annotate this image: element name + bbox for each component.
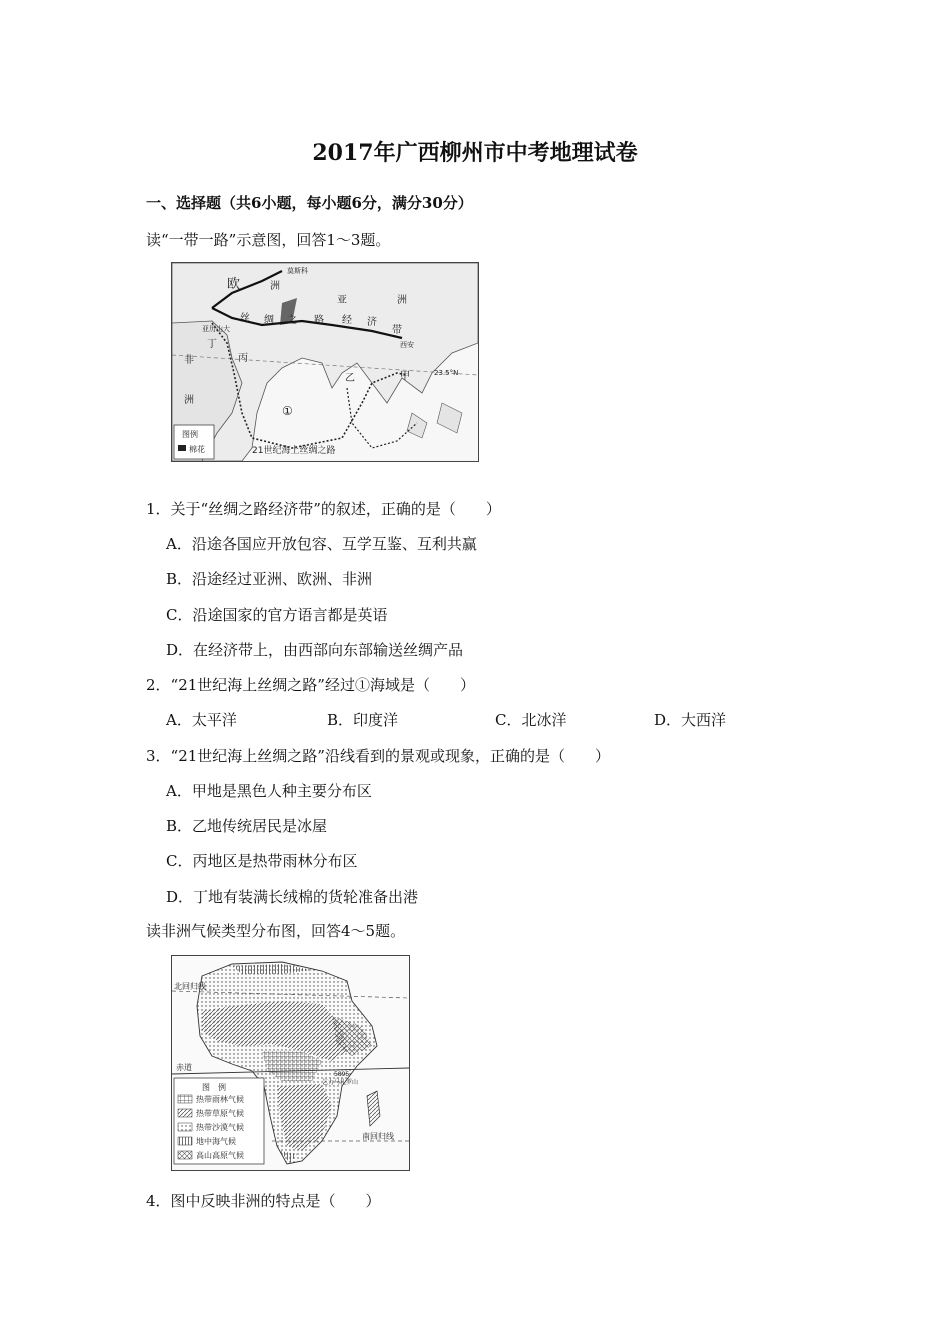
q3-option-a[interactable]: A．甲地是黑色人种主要分布区 [166, 782, 372, 800]
belt-road-map [171, 262, 479, 462]
q1-option-c[interactable]: C．沿途国家的官方语言都是英语 [166, 606, 388, 624]
label-bing: 丙 [238, 353, 248, 364]
label-europe: 欧 [227, 277, 241, 292]
q2-option-a[interactable]: A．太平洋 [166, 711, 237, 729]
q4-stem: 4．图中反映非洲的特点是（ ） [146, 1192, 381, 1210]
legend2-desert: 热带沙漠气候 [196, 1123, 244, 1132]
label-silk-4: 路 [314, 315, 324, 326]
label-silk-2: 绸 [264, 315, 274, 326]
label-port: 亚历山大 [202, 325, 230, 333]
legend2-mediterranean: 地中海气候 [196, 1137, 236, 1146]
label-silk-7: 带 [392, 325, 402, 336]
africa-climate-map [171, 955, 410, 1171]
page-title: 2017年广西柳州市中考地理试卷 [312, 140, 638, 166]
q3-option-d[interactable]: D．丁地有装满长绒棉的货轮准备出港 [166, 888, 419, 906]
legend2-highland: 高山高原气候 [196, 1151, 244, 1160]
q2-option-d[interactable]: D．大西洋 [654, 711, 727, 729]
section-heading: 一、选择题（共6小题，每小题6分，满分30分） [146, 194, 473, 212]
label-silk-6: 济 [367, 317, 377, 328]
label-jia: 甲 [400, 371, 410, 382]
legend2-swatch-mediterranean [178, 1137, 192, 1145]
label-equator: 赤道 [176, 1063, 192, 1072]
q1-option-b[interactable]: B．沿途经过亚洲、欧洲、非洲 [166, 570, 373, 588]
legend2-swatch-desert [178, 1123, 192, 1131]
label-europe-2: 洲 [270, 281, 280, 292]
label-kilimanjaro: 乞力马扎罗山 [322, 1079, 359, 1086]
intro-text-2: 读非洲气候类型分布图，回答4～5题。 [146, 922, 406, 940]
label-silk-3: 之 [287, 315, 297, 326]
q3-option-c[interactable]: C．丙地区是热带雨林分布区 [166, 852, 358, 870]
island [407, 413, 427, 438]
legend2-swatch-savanna [178, 1109, 192, 1117]
legend-title: 图例 [182, 430, 198, 439]
island [437, 403, 462, 433]
africa-climate-map-svg [172, 956, 409, 1170]
q3-option-b[interactable]: B．乙地传统居民是冰屋 [166, 817, 328, 835]
q3-stem: 3．“21世纪海上丝绸之路”沿线看到的景观或现象，正确的是（ ） [146, 747, 610, 765]
belt-road-map-svg [172, 263, 478, 461]
label-ocean-1: ① [282, 404, 293, 418]
label-xian: 西安 [400, 341, 414, 349]
q1-option-a[interactable]: A．沿途各国应开放包容、互学互鉴、互利共赢 [166, 535, 477, 553]
q1-option-d[interactable]: D．在经济带上，由西部向东部输送丝绸产品 [166, 641, 464, 659]
q1-stem: 1．关于“丝绸之路经济带”的叙述，正确的是（ ） [146, 500, 501, 518]
q2-option-b[interactable]: B．印度洋 [327, 711, 399, 729]
label-yi: 乙 [345, 373, 355, 384]
intro-text-1: 读“一带一路”示意图，回答1～3题。 [146, 231, 391, 249]
label-silk-5: 经 [342, 315, 352, 326]
label-africa-2: 洲 [184, 395, 194, 406]
label-ding: 丁 [207, 339, 217, 350]
label-silk-1: 丝 [240, 313, 250, 324]
label-tropic-south: 南回归线 [362, 1132, 394, 1141]
label-asia-2: 洲 [397, 295, 407, 306]
label-asia: 亚 [337, 295, 347, 306]
madagascar [367, 1091, 380, 1126]
label-moscow: 莫斯科 [287, 267, 308, 275]
legend2-swatch-rainforest [178, 1095, 192, 1103]
legend2-title: 图 例 [202, 1083, 226, 1092]
legend2-rainforest: 热带雨林气候 [196, 1095, 244, 1104]
label-sea-route: 21世纪海上丝绸之路 [252, 446, 336, 456]
legend-cotton: 棉花 [189, 445, 205, 454]
legend2-savanna: 热带草原气候 [196, 1109, 244, 1118]
label-peak-height: 5895 [334, 1071, 350, 1078]
label-latitude: 23.5°N [434, 369, 459, 377]
cotton-icon [178, 445, 186, 451]
label-tropic-north: 北回归线 [174, 982, 206, 991]
q2-option-c[interactable]: C．北冰洋 [495, 711, 567, 729]
q2-stem: 2．“21世纪海上丝绸之路”经过①海域是（ ） [146, 676, 475, 694]
legend2-swatch-highland [178, 1151, 192, 1159]
label-africa: 非 [184, 355, 194, 366]
